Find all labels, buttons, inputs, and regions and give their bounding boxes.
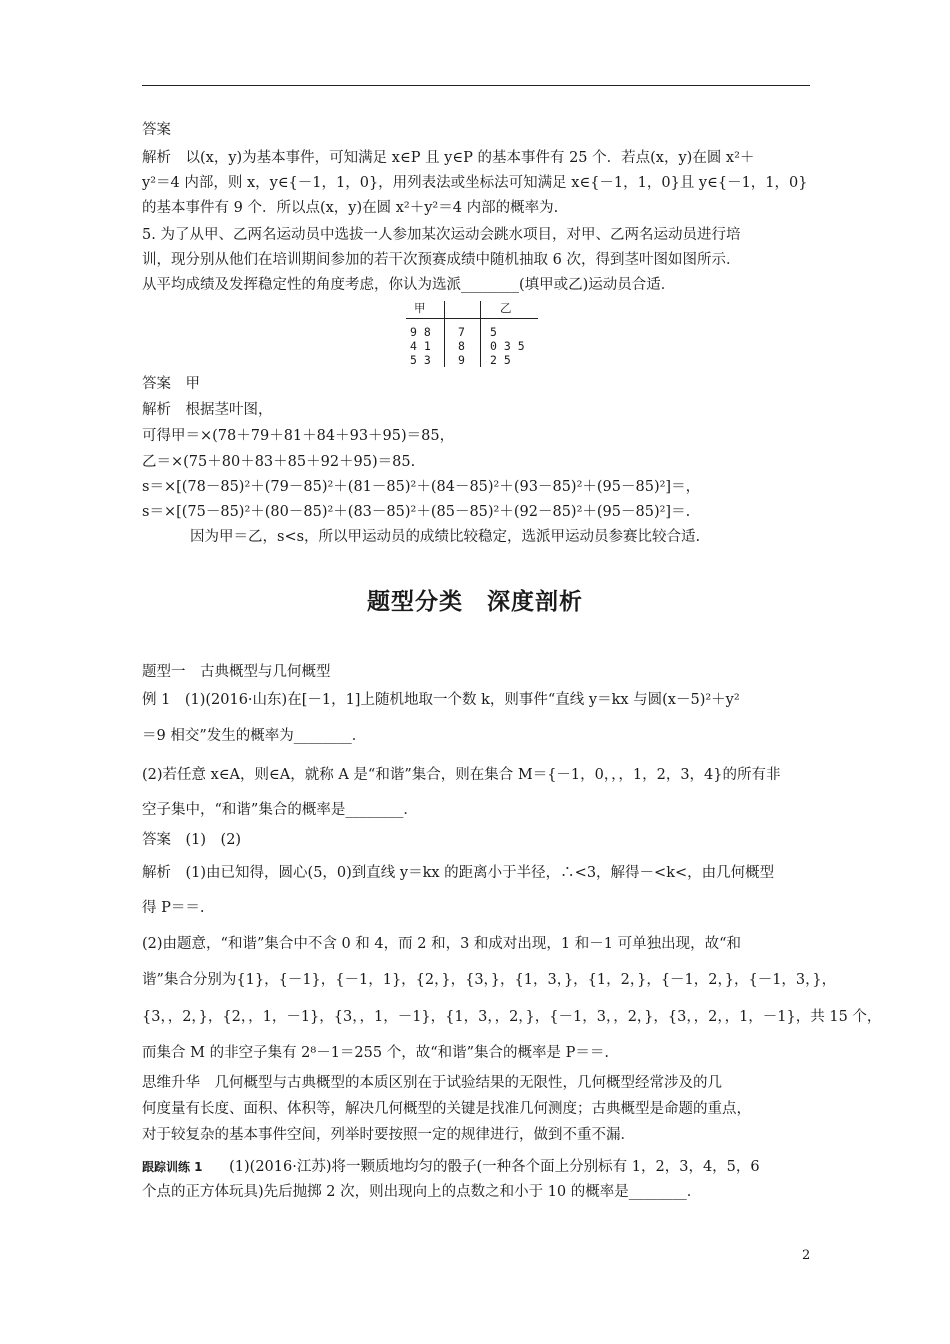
text-line: 而集合 M 的非空子集有 2⁸－1＝255 个，故“和谐”集合的概率是 P＝＝.: [142, 1045, 610, 1061]
stem-left-0: 9 8: [410, 325, 431, 339]
stem-mid-1: 8: [458, 339, 465, 353]
text-line: 乙＝×(75＋80＋83＋85＋92＋95)＝85.: [142, 454, 416, 470]
conclusion-line: 因为甲＝乙，s<s，所以甲运动员的成绩比较稳定，选派甲运动员参赛比较合适.: [190, 529, 701, 545]
text-line: 个点的正方体玩具)先后抛掷 2 次，则出现向上的点数之和小于 10 的概率是________．: [142, 1184, 702, 1200]
text-line: 5. 为了从甲、乙两名运动员中选拔一人参加某次运动会跳水项目，对甲、乙两名运动员进行培: [142, 227, 741, 243]
text-line: 训，现分别从他们在培训期间参加的若干次预赛成绩中随机抽取 6 次，得到茎叶图如图所示．: [142, 252, 741, 268]
text-line: 得 P＝＝.: [142, 900, 205, 916]
stem-left-2: 5 3: [410, 353, 431, 367]
section-heading: 题型分类 深度剖析: [367, 589, 583, 615]
stem-vline-right: [480, 301, 481, 367]
text-line: ＝9 相交”发生的概率为________．: [142, 728, 367, 744]
top-rule: [142, 85, 810, 86]
text-line: y²＝4 内部，则 x，y∈{－1，1，0}，用列表法或坐标法可知满足 x∈{－1，1，0}且 y∈{－1，1，0}: [142, 175, 808, 191]
page-number: 2: [802, 1248, 811, 1263]
stem-left-1: 4 1: [410, 339, 431, 353]
stem-vline-left: [444, 301, 445, 367]
text-line: 题型一 古典概型与几何概型: [142, 664, 331, 680]
text-line: 可得甲＝×(78＋79＋81＋84＋93＋95)＝85，: [142, 428, 455, 444]
text-line: 解析 以(x，y)为基本事件，可知满足 x∈P 且 y∈P 的基本事件有 25 个．若点(x，y)在圆 x²＋: [142, 150, 755, 166]
stem-right-2: 2 5: [490, 353, 511, 367]
text-line: (2)若任意 x∈A，则∈A，就称 A 是“和谐”集合，则在集合 M＝{－1，0，，，1，2，3，4}的所有非: [142, 767, 781, 783]
text-line: 答案 甲: [142, 376, 200, 392]
stem-right-1: 0 3 5: [490, 339, 525, 353]
stem-header-right: 乙: [500, 301, 512, 315]
stem-leaf-plot: [400, 298, 550, 368]
text-line: s＝×[(75－85)²＋(80－85)²＋(83－85)²＋(85－85)²＋(92－85)²＋(95－85)²]＝.: [142, 504, 691, 520]
text-line: 解析 根据茎叶图，: [142, 402, 273, 418]
text-line: 答案: [142, 122, 171, 138]
text-line: (2)由题意，“和谐”集合中不含 0 和 4，而 2 和，3 和成对出现，1 和－1 可单独出现，故“和: [142, 936, 741, 952]
training-line: [142, 1157, 760, 1177]
stem-header-left: 甲: [414, 301, 426, 315]
stem-right-0: 5: [490, 325, 497, 339]
stem-mid-2: 9: [458, 353, 465, 367]
text-line: 解析 (1)由已知得，圆心(5，0)到直线 y＝kx 的距离小于半径，∴<3，解得－<k<，由几何概型: [142, 865, 775, 881]
text-line: 谐”集合分别为{1}，{－1}，{－1，1}，{2，}，{3，}，{1，3，}，{1，2，}，{－1，2，}，{－1，3，}，: [142, 972, 837, 988]
text-line: {3，，2，}，{2，，1，－1}，{3，，1，－1}，{1，3，，2，}，{－1，3，，2，}，{3，，2，，1，－1}，共 15 个，: [142, 1009, 882, 1025]
text-line: 对于较复杂的基本事件空间，列举时要按照一定的规律进行，做到不重不漏．: [142, 1127, 635, 1143]
stem-mid-0: 7: [458, 325, 465, 339]
text-line: 从平均成绩及发挥稳定性的角度考虑，你认为选派________(填甲或乙)运动员合适．: [142, 277, 676, 293]
text-line: 思维升华 几何概型与古典概型的本质区别在于试验结果的无限性，几何概型经常涉及的几: [142, 1075, 722, 1091]
text-line: 的基本事件有 9 个．所以点(x，y)在圆 x²＋y²＝4 内部的概率为.: [142, 200, 559, 216]
text-line: 空子集中，“和谐”集合的概率是________．: [142, 802, 418, 818]
training-text: (1)(2016·江苏)将一颗质地均匀的骰子(一种各个面上分别标有 1，2，3，4，5，6: [229, 1159, 760, 1175]
stem-hline: [406, 318, 538, 319]
text-line: 例 1 (1)(2016·山东)在[－1，1]上随机地取一个数 k，则事件“直线 y＝kx 与圆(x－5)²＋y²: [142, 692, 740, 708]
text-line: 何度量有长度、面积、体积等，解决几何概型的关键是找准几何测度；古典概型是命题的重点，: [142, 1101, 751, 1117]
text-line: s＝×[(78－85)²＋(79－85)²＋(81－85)²＋(84－85)²＋(93－85)²＋(95－85)²]＝，: [142, 479, 701, 495]
training-label: 跟踪训练 1: [142, 1160, 203, 1174]
text-line: 答案 (1) (2): [142, 832, 242, 848]
